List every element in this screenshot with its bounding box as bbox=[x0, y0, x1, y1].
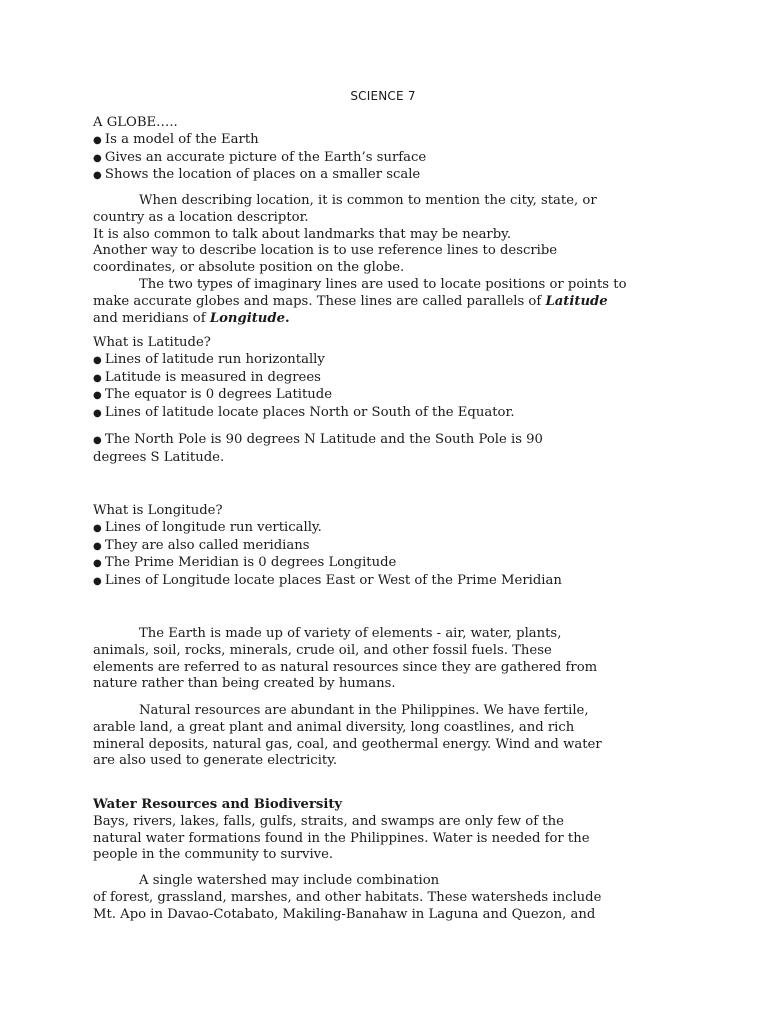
paragraph-line: people in the community to survive. bbox=[93, 847, 334, 863]
globe-heading: A GLOBE….. bbox=[93, 115, 178, 130]
paragraph-line: natural water formations found in the Philippines. Water is needed for the bbox=[93, 830, 590, 846]
pole-paragraph bbox=[93, 432, 673, 467]
paragraph-text: and meridians of bbox=[93, 310, 210, 326]
water-section bbox=[93, 797, 673, 864]
paragraph-line: Another way to describe location is to use reference lines to describe bbox=[93, 243, 558, 259]
paragraph-line: are also used to generate electricity. bbox=[93, 753, 338, 769]
longitude-section bbox=[93, 503, 673, 591]
globe-bullet: ● Shows the location of places on a smaller scale bbox=[93, 167, 673, 185]
globe-section bbox=[93, 115, 673, 185]
paragraph-line: Bays, rivers, lakes, falls, gulfs, straits, and swamps are only few of the bbox=[93, 813, 564, 829]
paragraph-line: animals, soil, rocks, minerals, crude oil, and other fossil fuels. These bbox=[93, 642, 552, 658]
paragraph-line: The two types of imaginary lines are used to locate positions or points to bbox=[139, 276, 627, 292]
globe-bullet: ● Is a model of the Earth bbox=[93, 132, 673, 150]
paragraph-line: The Earth is made up of variety of elements - air, water, plants, bbox=[139, 626, 562, 641]
paragraph-line: Mt. Apo in Davao-Cotabato, Makiling-Banahaw in Laguna and Quezon, and bbox=[93, 906, 596, 922]
latitude-bullet: ● Latitude is measured in degrees bbox=[93, 370, 673, 388]
paragraph-line: It is also common to talk about landmarks that may be nearby. bbox=[93, 226, 512, 242]
water-heading: Water Resources and Biodiversity bbox=[93, 797, 343, 812]
longitude-heading: What is Longitude? bbox=[93, 503, 223, 518]
latitude-section bbox=[93, 335, 673, 423]
latitude-bullet: ● Lines of latitude run horizontally bbox=[93, 352, 673, 370]
paragraph-line: of forest, grassland, marshes, and other habitats. These watersheds include bbox=[93, 889, 602, 905]
latitude-term: Latitude bbox=[545, 293, 608, 309]
paragraph-line: coordinates, or absolute position on the globe. bbox=[93, 260, 405, 276]
paragraph-line: ● The North Pole is 90 degrees N Latitude and the South Pole is 90 bbox=[93, 432, 673, 450]
paragraph-line: elements are referred to as natural resources since they are gathered from bbox=[93, 659, 598, 675]
paragraph-line: When describing location, it is common to mention the city, state, or bbox=[139, 193, 597, 208]
paragraph-line: nature rather than being created by humans. bbox=[93, 676, 396, 692]
paragraph-text: make accurate globes and maps. These lines are called parallels of bbox=[93, 293, 546, 309]
resources-paragraph-1 bbox=[93, 626, 673, 693]
longitude-bullet: ● They are also called meridians bbox=[93, 538, 673, 556]
longitude-term: Longitude. bbox=[209, 310, 290, 326]
globe-bullet: ● Gives an accurate picture of the Earth’s surface bbox=[93, 150, 673, 168]
latitude-bullet: ● The equator is 0 degrees Latitude bbox=[93, 387, 673, 405]
longitude-bullet: ● Lines of longitude run vertically. bbox=[93, 520, 673, 538]
latitude-heading: What is Latitude? bbox=[93, 335, 211, 350]
paragraph-line bbox=[93, 294, 673, 311]
watershed-paragraph bbox=[93, 873, 673, 923]
paragraph-line: mineral deposits, natural gas, coal, and geothermal energy. Wind and water bbox=[93, 736, 602, 752]
document-title: SCIENCE 7 bbox=[350, 89, 416, 103]
paragraph-line: arable land, a great plant and animal diversity, long coastlines, and rich bbox=[93, 719, 575, 735]
resources-paragraph-2 bbox=[93, 703, 673, 770]
paragraph-line: Natural resources are abundant in the Philippines. We have fertile, bbox=[139, 703, 589, 718]
paragraph-line bbox=[93, 311, 673, 328]
paragraph-line: country as a location descriptor. bbox=[93, 209, 309, 225]
latitude-bullet: ● Lines of latitude locate places North or South of the Equator. bbox=[93, 405, 673, 423]
location-section bbox=[93, 193, 673, 327]
paragraph-line: degrees S Latitude. bbox=[93, 449, 225, 465]
paragraph-line: A single watershed may include combination bbox=[139, 873, 440, 888]
longitude-bullet: ● Lines of Longitude locate places East or West of the Prime Meridian bbox=[93, 573, 673, 591]
longitude-bullet: ● The Prime Meridian is 0 degrees Longitude bbox=[93, 555, 673, 573]
